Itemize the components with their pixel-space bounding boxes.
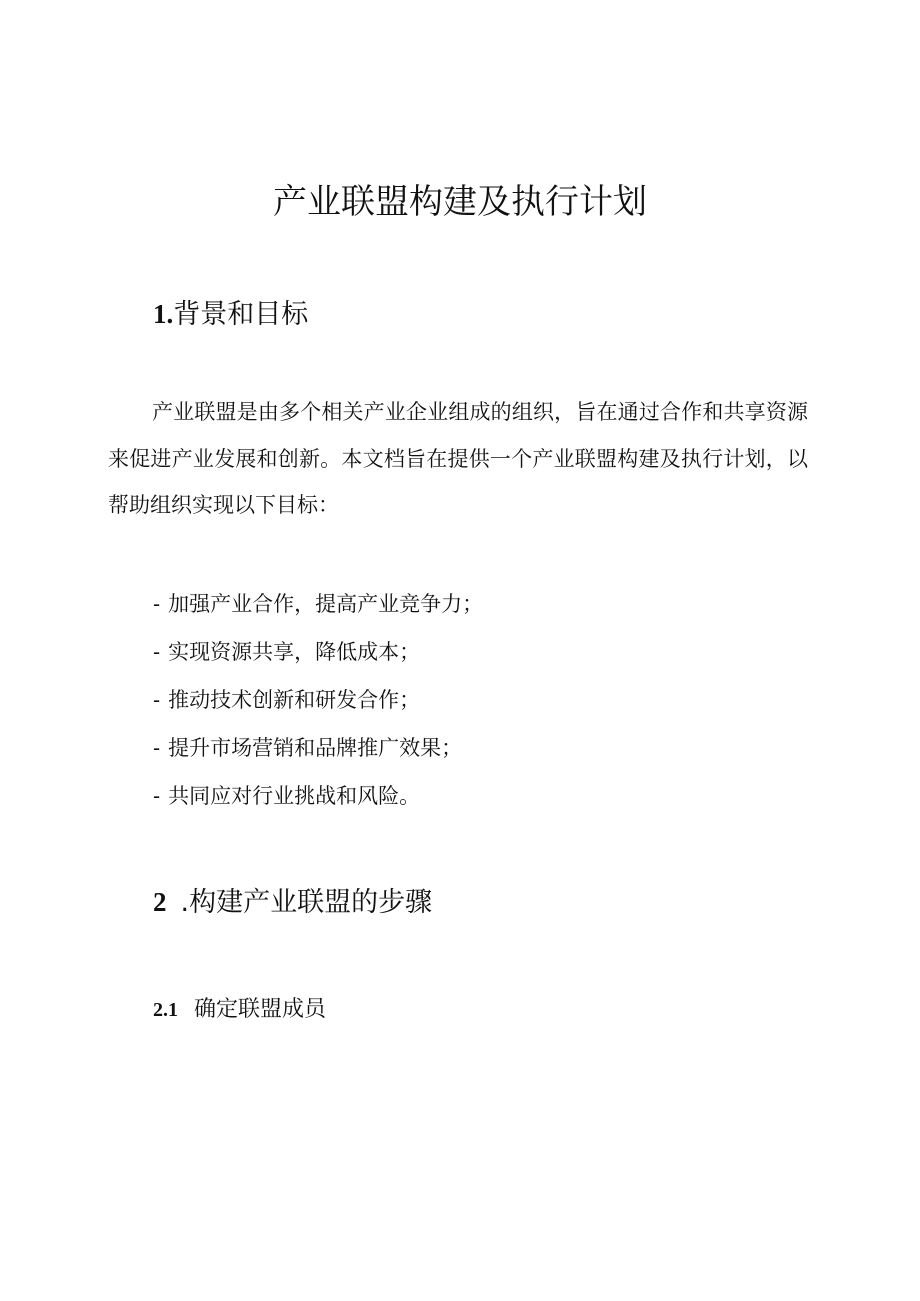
subsection-number: 2.1 (153, 999, 178, 1021)
list-item-text: 加强产业合作，提高产业竞争力； (168, 592, 484, 616)
list-item (153, 772, 483, 820)
section-heading-background (153, 295, 308, 334)
list-dash: - (153, 736, 161, 760)
section-number: 1. (153, 299, 174, 329)
list-dash: - (153, 592, 161, 616)
list-dash: - (153, 640, 161, 664)
subsection-title: 确定联盟成员 (194, 997, 327, 1022)
section-title: .构建产业联盟的步骤 (180, 887, 433, 918)
list-item (153, 724, 483, 772)
section-number: 2 (153, 887, 167, 917)
background-paragraph: 产业联盟是由多个相关产业企业组成的组织，旨在通过合作和共享资源来促进产业发展和创新。本文档旨在提供一个产业联盟构建及执行计划，以帮助组织实现以下目标： (108, 400, 808, 517)
list-item (153, 676, 483, 724)
section-title: 背景和目标 (173, 299, 309, 330)
list-dash: - (153, 688, 161, 712)
list-item-text: 提升市场营销和品牌推广效果； (168, 736, 463, 760)
list-item-text: 推动技术创新和研发合作； (168, 688, 421, 712)
list-item (153, 580, 483, 628)
document-title: 产业联盟构建及执行计划 (273, 182, 647, 222)
list-dash: - (153, 784, 161, 808)
list-item-text: 共同应对行业挑战和风险。 (168, 784, 421, 808)
list-item (153, 628, 483, 676)
section-heading-steps (153, 883, 432, 922)
subsection-heading (153, 993, 326, 1027)
goal-list (153, 580, 483, 820)
list-item-text: 实现资源共享，降低成本； (168, 640, 421, 664)
